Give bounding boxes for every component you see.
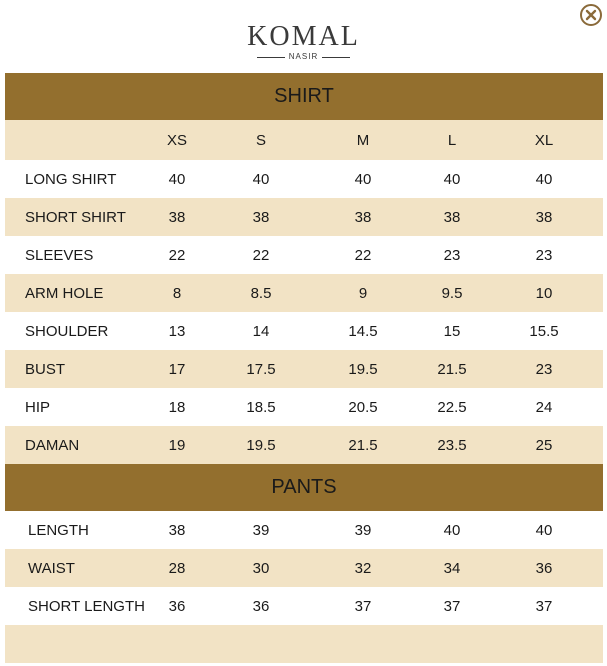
row-label: HIP xyxy=(25,398,51,416)
row-value: 38 xyxy=(354,208,372,226)
row-value: 8 xyxy=(172,284,182,302)
row-value: 18 xyxy=(168,398,186,416)
row-value: 38 xyxy=(443,208,461,226)
row-value: 40 xyxy=(354,170,372,188)
table-row xyxy=(5,511,603,549)
table-row xyxy=(5,236,603,274)
row-value: 14 xyxy=(252,322,270,340)
row-value: 18.5 xyxy=(246,398,276,416)
size-header-row xyxy=(5,120,603,160)
row-value: 37 xyxy=(443,597,461,615)
row-value: 38 xyxy=(535,208,553,226)
brand-name: KOMAL xyxy=(247,21,360,52)
row-label: ARM HOLE xyxy=(25,284,104,302)
pants-section-title: PANTS xyxy=(271,476,337,498)
row-value: 37 xyxy=(354,597,372,615)
brand-divider-right xyxy=(322,57,350,58)
shirt-rows xyxy=(5,160,603,464)
blank-row xyxy=(5,625,603,663)
shirt-section-title: SHIRT xyxy=(274,85,334,107)
size-header-l: L xyxy=(447,131,457,149)
table-row xyxy=(5,426,603,464)
row-value: 24 xyxy=(535,398,553,416)
row-value: 13 xyxy=(168,322,186,340)
row-label: WAIST xyxy=(28,559,75,577)
row-value: 40 xyxy=(535,521,553,539)
table-row xyxy=(5,350,603,388)
row-value: 28 xyxy=(168,559,186,577)
row-label: SHORT LENGTH xyxy=(28,597,145,615)
size-header-m: M xyxy=(356,131,370,149)
row-label: DAMAN xyxy=(25,436,80,454)
row-label: LENGTH xyxy=(28,521,89,539)
table-row xyxy=(5,587,603,625)
table-row xyxy=(5,160,603,198)
row-value: 15.5 xyxy=(529,322,559,340)
shirt-section-header xyxy=(5,73,603,120)
row-value: 40 xyxy=(168,170,186,188)
row-value: 21.5 xyxy=(437,360,467,378)
pants-section-header xyxy=(5,464,603,511)
table-row xyxy=(5,388,603,426)
row-value: 36 xyxy=(252,597,270,615)
brand-sub: NASIR xyxy=(288,52,319,61)
row-label: BUST xyxy=(25,360,66,378)
table-row xyxy=(5,274,603,312)
row-value: 14.5 xyxy=(348,322,378,340)
row-value: 15 xyxy=(443,322,461,340)
row-value: 22.5 xyxy=(437,398,467,416)
brand-sub-wrap xyxy=(0,52,607,62)
brand-divider-left xyxy=(257,57,285,58)
row-value: 34 xyxy=(443,559,461,577)
row-value: 25 xyxy=(535,436,553,454)
table-row xyxy=(5,549,603,587)
row-value: 30 xyxy=(252,559,270,577)
size-header-xl: XL xyxy=(534,131,554,149)
size-header-xs: XS xyxy=(166,131,187,149)
row-value: 36 xyxy=(535,559,553,577)
row-label: LONG SHIRT xyxy=(25,170,117,188)
row-label: SLEEVES xyxy=(25,246,94,264)
row-value: 9 xyxy=(358,284,368,302)
row-label: SHOULDER xyxy=(25,322,109,340)
row-value: 21.5 xyxy=(348,436,378,454)
row-value: 23 xyxy=(443,246,461,264)
row-value: 19.5 xyxy=(348,360,378,378)
row-value: 22 xyxy=(252,246,270,264)
row-value: 39 xyxy=(354,521,372,539)
row-value: 19 xyxy=(168,436,186,454)
row-value: 40 xyxy=(443,521,461,539)
row-value: 40 xyxy=(443,170,461,188)
row-value: 37 xyxy=(535,597,553,615)
row-value: 10 xyxy=(535,284,553,302)
row-value: 17 xyxy=(168,360,186,378)
table-row xyxy=(5,198,603,236)
row-value: 22 xyxy=(354,246,372,264)
size-chart-table xyxy=(5,73,603,663)
row-value: 40 xyxy=(535,170,553,188)
row-value: 40 xyxy=(252,170,270,188)
brand-logo xyxy=(0,22,607,62)
row-value: 23.5 xyxy=(437,436,467,454)
row-label: SHORT SHIRT xyxy=(25,208,126,226)
row-value: 36 xyxy=(168,597,186,615)
row-value: 22 xyxy=(168,246,186,264)
row-value: 17.5 xyxy=(246,360,276,378)
row-value: 38 xyxy=(168,521,186,539)
row-value: 9.5 xyxy=(441,284,463,302)
pants-rows xyxy=(5,511,603,625)
row-value: 20.5 xyxy=(348,398,378,416)
row-value: 32 xyxy=(354,559,372,577)
row-value: 8.5 xyxy=(250,284,272,302)
close-icon xyxy=(585,9,597,21)
row-value: 38 xyxy=(252,208,270,226)
row-value: 19.5 xyxy=(246,436,276,454)
row-value: 23 xyxy=(535,360,553,378)
row-value: 23 xyxy=(535,246,553,264)
row-value: 39 xyxy=(252,521,270,539)
row-value: 38 xyxy=(168,208,186,226)
table-row xyxy=(5,312,603,350)
size-header-s: S xyxy=(255,131,266,149)
